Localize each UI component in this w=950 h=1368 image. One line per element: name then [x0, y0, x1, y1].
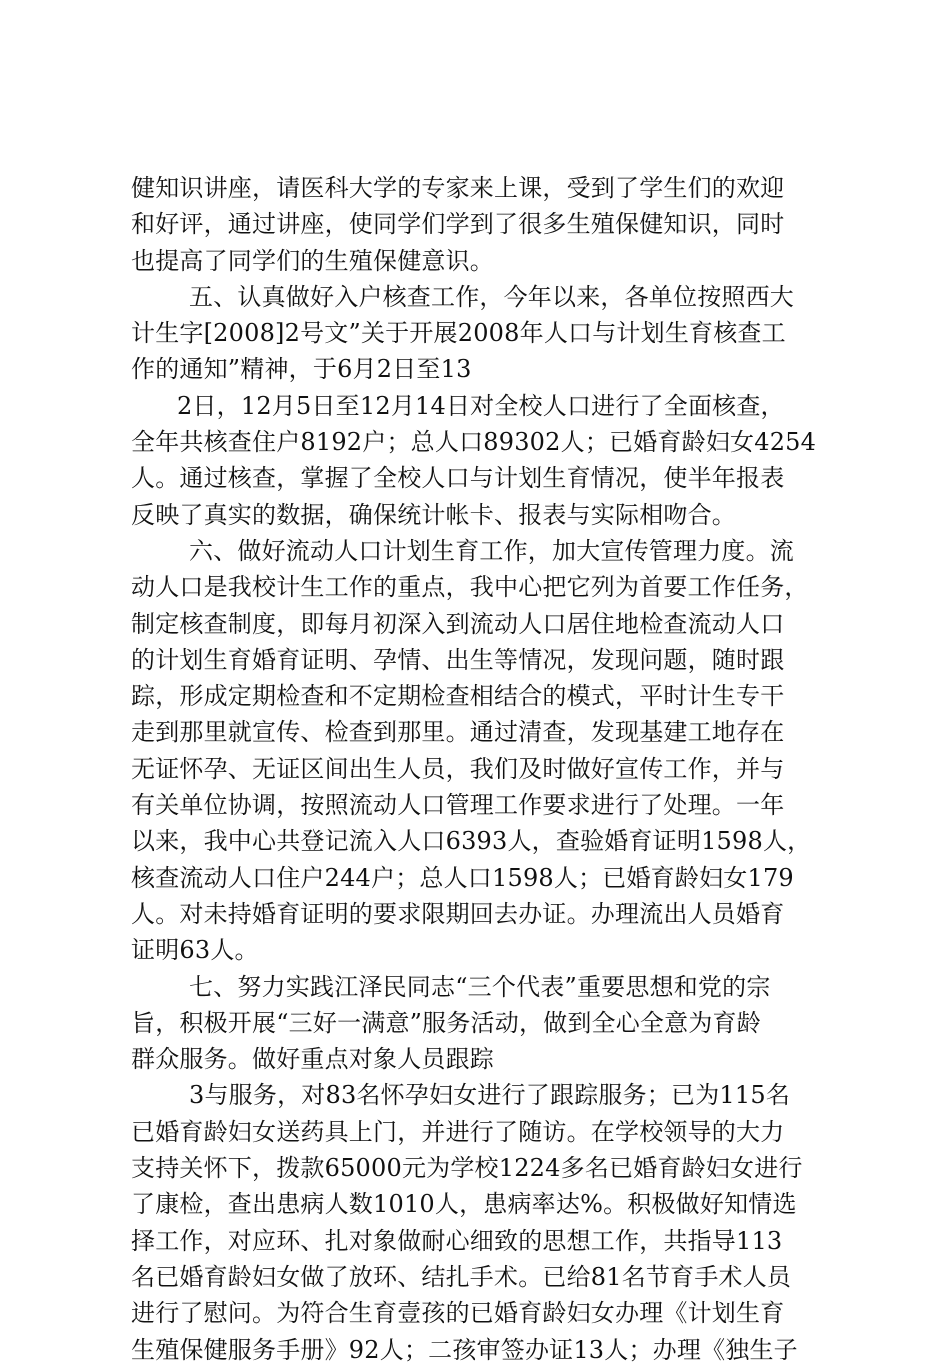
text-line: 计生字[2008]2号文”关于开展2008年人口与计划生育核查工	[131, 319, 786, 348]
text-line: 的计划生育婚育证明、孕情、出生等情况，发现问题，随时跟	[131, 645, 785, 674]
text-line: 走到那里就宣传、检查到那里。通过清查，发现基建工地存在	[131, 718, 785, 747]
text-line: 踪，形成定期检查和不定期检查相结合的模式，平时计生专干	[131, 682, 785, 711]
text-line: 有关单位协调，按照流动人口管理工作要求进行了处理。一年	[131, 791, 785, 820]
text-line: 制定核查制度，即每月初深入到流动人口居住地检查流动人口	[131, 609, 785, 638]
text-line: 动人口是我校计生工作的重点，我中心把它列为首要工作任务，	[131, 573, 809, 602]
section-five-heading-line: 五、认真做好入户核查工作，今年以来，各单位按照西大	[189, 282, 794, 311]
text-line: 反映了真实的数据，确保统计帐卡、报表与实际相吻合。	[131, 500, 736, 529]
text-line: 也提高了同学们的生殖保健意识。	[131, 246, 494, 275]
text-line: 和好评，通过讲座，使同学们学到了很多生殖保健知识，同时	[131, 210, 785, 239]
text-line: 已婚育龄妇女送药具上门，并进行了随访。在学校领导的大力	[131, 1117, 785, 1146]
text-line: 人。对未持婚育证明的要求限期回去办证。办理流出人员婚育	[131, 899, 785, 928]
text-line: 人。通过核查，掌握了全校人口与计划生育情况，使半年报表	[131, 464, 785, 493]
text-line: 全年共核查住户8192户；总人口89302人；已婚育龄妇女4254	[131, 428, 817, 457]
text-line: 核查流动人口住户244户；总人口1598人；已婚育龄妇女179	[131, 863, 794, 892]
text-line: 旨，积极开展“三好一满意”服务活动，做到全心全意为育龄	[131, 1008, 761, 1037]
text-line: 作的通知”精神，于6月2日至13	[131, 355, 472, 384]
text-line: 群众服务。做好重点对象人员跟踪	[131, 1045, 494, 1074]
text-line: 3与服务，对83名怀孕妇女进行了跟踪服务；已为115名	[189, 1081, 791, 1110]
document-body	[131, 170, 831, 1368]
text-line: 择工作，对应环、扎对象做耐心细致的思想工作，共指导113	[131, 1226, 783, 1255]
section-seven-heading-line: 七、努力实践江泽民同志“三个代表”重要思想和党的宗	[189, 972, 771, 1001]
section-six-heading-line: 六、做好流动人口计划生育工作，加大宣传管理力度。流	[189, 536, 794, 565]
text-line: 健知识讲座，请医科大学的专家来上课，受到了学生们的欢迎	[131, 174, 785, 202]
text-line: 生殖保健服务手册》92人；二孩审签办证13人；办理《独生子	[131, 1335, 798, 1364]
text-line: 证明63人。	[131, 936, 259, 965]
text-line: 以来，我中心共登记流入人口6393人，查验婚育证明1598人，	[131, 827, 812, 856]
text-line: 2日，12月5日至12月14日对全校人口进行了全面核查，	[177, 391, 785, 420]
text-line: 了康检，查出患病人数1010人，患病率达%。积极做好知情选	[131, 1190, 797, 1219]
text-line: 进行了慰问。为符合生育壹孩的已婚育龄妇女办理《计划生育	[131, 1299, 785, 1328]
text-line: 名已婚育龄妇女做了放环、结扎手术。已给81名节育手术人员	[131, 1262, 792, 1291]
text-line: 无证怀孕、无证区间出生人员，我们及时做好宣传工作，并与	[131, 754, 785, 783]
text-line: 支持关怀下，拨款65000元为学校1224多名已婚育龄妇女进行	[131, 1154, 803, 1183]
